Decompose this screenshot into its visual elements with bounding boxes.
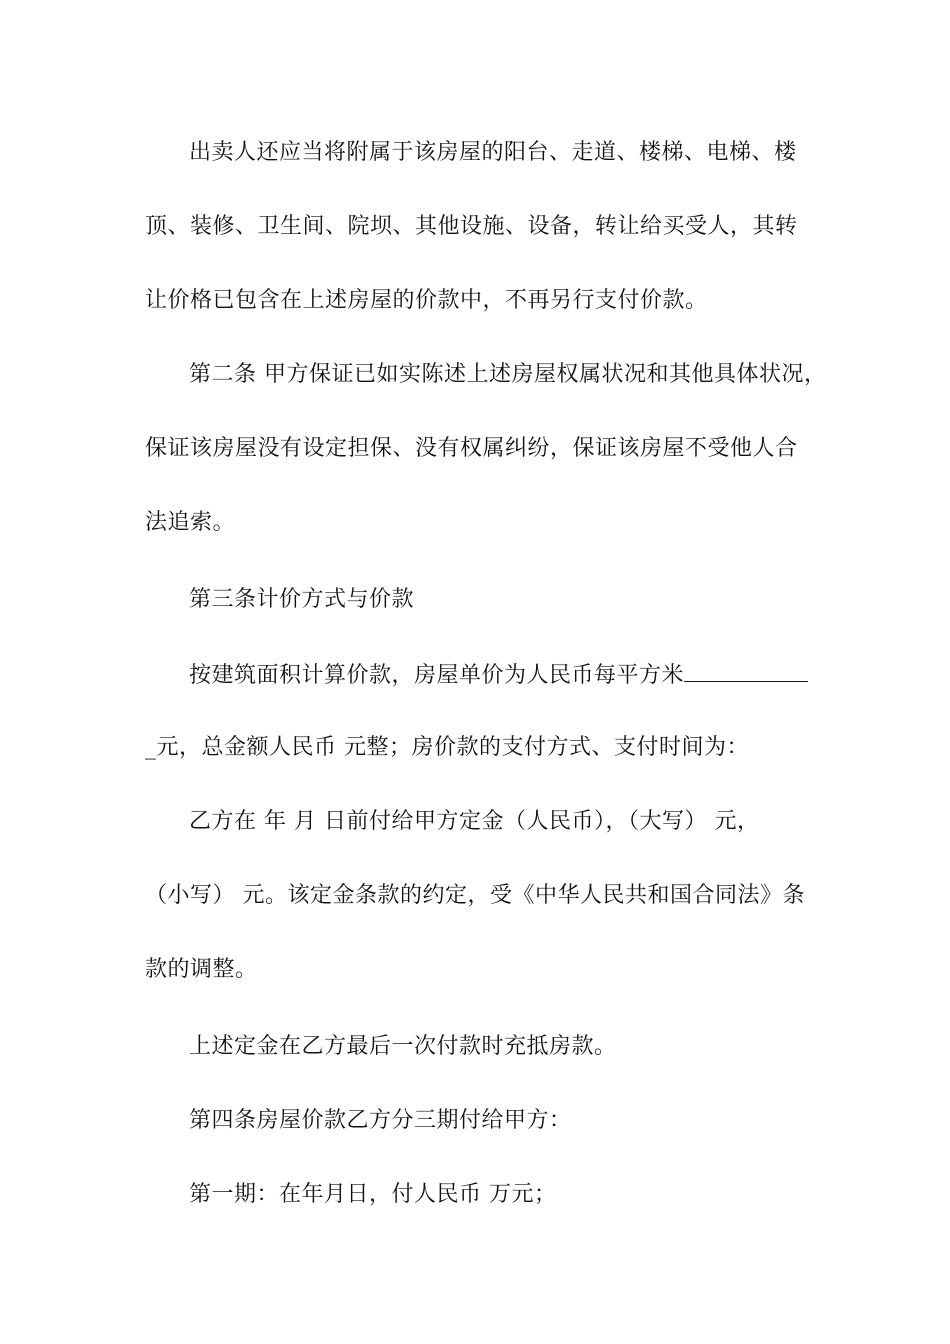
deposit-line: 乙方在 年 月 日前付给甲方定金（人民币），（大写） 元， [189,809,760,834]
paragraph-line: （小写） 元。该定金条款的约定，受《中华人民共和国合同法》条 [145,883,805,908]
installment-1-line: 第一期：在年月日，付人民币 万元； [189,1182,557,1207]
unit-price-blank [684,659,808,682]
article-2-line: 第二条 甲方保证已如实陈述上述房屋权属状况和其他具体状况， [189,362,827,387]
article-4-heading: 第四条房屋价款乙方分三期付给甲方： [189,1108,572,1133]
paragraph-line: _元，总金额人民币 元整；房价款的支付方式、支付时间为： [145,735,749,760]
article-3-heading: 第三条计价方式与价款 [189,587,415,612]
paragraph-line: 法追索。 [145,510,236,535]
paragraph-line: 上述定金在乙方最后一次付款时充抵房款。 [189,1034,617,1059]
paragraph-line: 让价格已包含在上述房屋的价款中，不再另行支付价款。 [145,288,708,313]
paragraph-line: 顶、装修、卫生间、院坝、其他设施、设备，转让给买受人，其转 [145,214,798,239]
price-text: 按建筑面积计算价款，房屋单价为人民币每平方米 [189,663,685,688]
paragraph-line: 出卖人还应当将附属于该房屋的阳台、走道、楼梯、电梯、楼 [189,140,797,165]
price-line [189,659,808,691]
paragraph-line: 保证该房屋没有设定担保、没有权属纠纷，保证该房屋不受他人合 [145,436,798,461]
paragraph-line: 款的调整。 [145,957,258,982]
